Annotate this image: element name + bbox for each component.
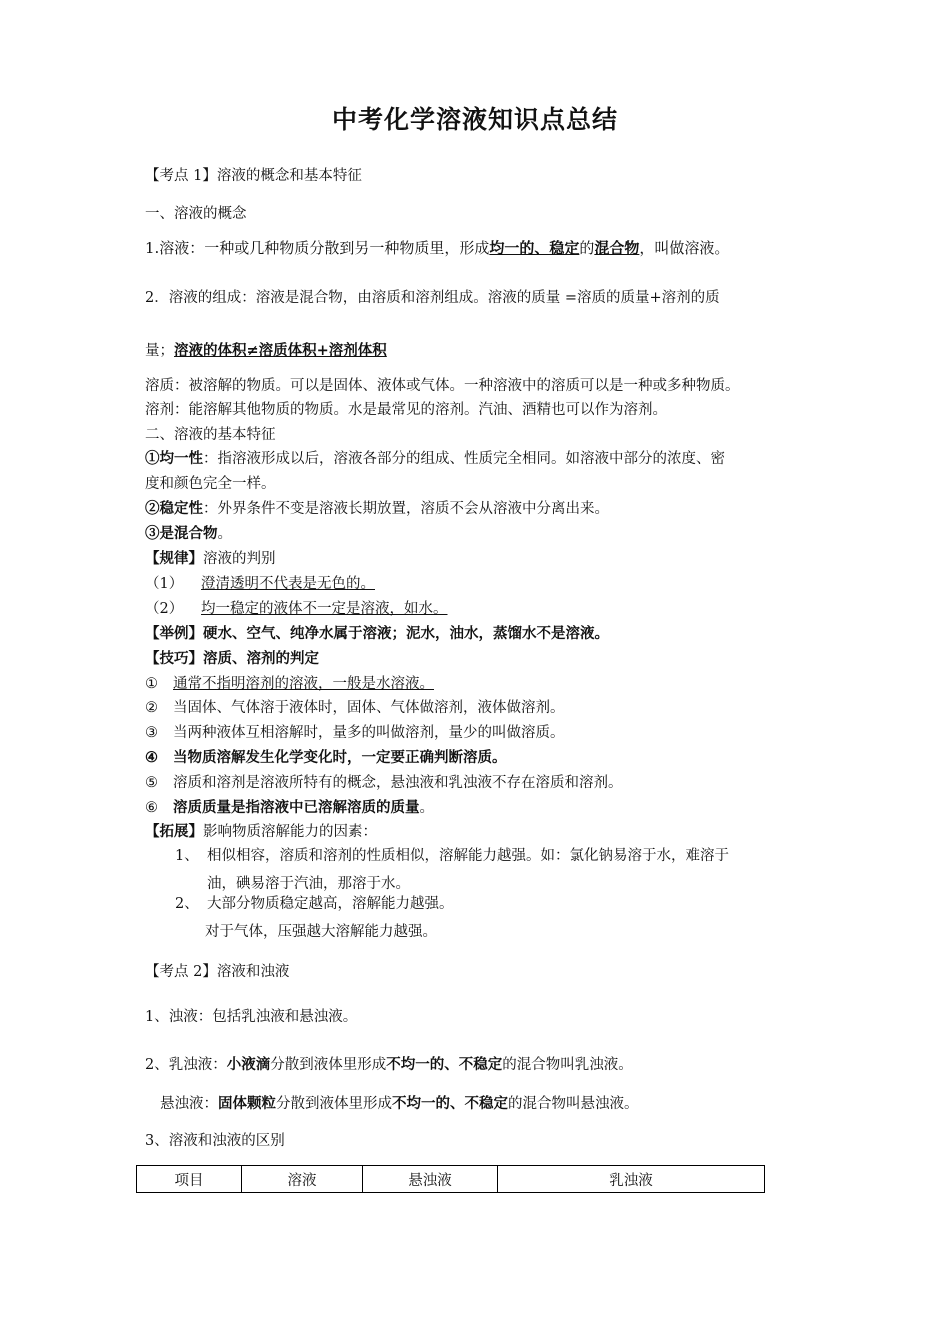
extension-item-1-cont: 油，碘易溶于汽油，那溶于水。 <box>207 876 410 892</box>
suspension-definition: 悬浊液：固体颗粒分散到液体里形成不均一的、不稳定的混合物叫悬浊液。 <box>160 1095 639 1112</box>
emulsion-definition: 2、乳浊液：小液滴分散到液体里形成不均一的、不稳定的混合物叫乳浊液。 <box>145 1056 633 1073</box>
paragraph-solvent: 溶剂：能溶解其他物质的物质。水是最常见的溶剂。汽油、酒精也可以作为溶剂。 <box>145 402 667 418</box>
feature-stability: ②稳定性：外界条件不变是溶液长期放置，溶质不会从溶液中分离出来。 <box>145 500 609 517</box>
skill-item-2: ② 当固体、气体溶于液体时，固体、气体做溶剂，液体做溶剂。 <box>145 700 565 716</box>
table-header-cell: 乳浊液 <box>498 1166 765 1193</box>
rule-item-2: （2） 均一稳定的液体不一定是溶液，如水。 <box>145 601 448 617</box>
table-header-cell: 溶液 <box>242 1166 363 1193</box>
paragraph-solute: 溶质：被溶解的物质。可以是固体、液体或气体。一种溶液中的溶质可以是一种或多种物质。 <box>145 378 740 394</box>
skill-item-6: ⑥ 溶质质量是指溶液中已溶解溶质的质量。 <box>145 799 434 816</box>
section-heading-kaodian1: 【考点 1】溶液的概念和基本特征 <box>145 168 362 184</box>
table-header-cell: 项目 <box>137 1166 242 1193</box>
table-header-cell: 悬浊液 <box>363 1166 498 1193</box>
skill-heading: 【技巧】溶质、溶剂的判定 <box>145 650 319 667</box>
skill-item-1: ① 通常不指明溶剂的溶液，一般是水溶液。 <box>145 676 434 692</box>
extension-item-3: 对于气体，压强越大溶解能力越强。 <box>205 924 437 940</box>
example-line: 【举例】硬水、空气、纯净水属于溶液；泥水，油水，蒸馏水不是溶液。 <box>145 625 609 642</box>
subheading-concept: 一、溶液的概念 <box>145 206 247 222</box>
skill-item-5: ⑤ 溶质和溶剂是溶液所特有的概念，悬浊液和乳浊液不存在溶质和溶剂。 <box>145 775 623 791</box>
extension-heading: 【拓展】影响物质溶解能力的因素： <box>145 823 377 840</box>
skill-item-4: ④ 当物质溶解发生化学变化时，一定要正确判断溶质。 <box>145 749 507 766</box>
difference-heading: 3、溶液和浊液的区别 <box>145 1133 285 1149</box>
subheading-features: 二、溶液的基本特征 <box>145 427 276 443</box>
extension-item-2: 2、 大部分物质稳定越高，溶解能力越强。 <box>175 896 454 912</box>
extension-item-1: 1、 相似相容，溶质和溶剂的性质相似，溶解能力越强。如：氯化钠易溶于水，难溶于 <box>175 848 729 864</box>
feature-mixture: ③是混合物。 <box>145 525 232 542</box>
feature-uniformity-cont: 度和颜色完全一样。 <box>145 476 276 492</box>
paragraph-volume: 量；溶液的体积≠溶质体积+溶剂体积 <box>145 342 387 359</box>
table-header-row <box>137 1166 765 1193</box>
rule-item-1: （1） 澄清透明不代表是无色的。 <box>145 576 375 592</box>
section-heading-kaodian2: 【考点 2】溶液和浊液 <box>145 964 290 980</box>
feature-uniformity: ①均一性：指溶液形成以后，溶液各部分的组成、性质完全相同。如溶液中部分的浓度、密 <box>145 450 725 467</box>
paragraph-composition: 2．溶液的组成：溶液是混合物，由溶质和溶剂组成。溶液的质量 =溶质的质量+溶剂的质 <box>145 290 720 306</box>
page-title: 中考化学溶液知识点总结 <box>331 105 618 134</box>
skill-item-3: ③ 当两种液体互相溶解时，量多的叫做溶剂，量少的叫做溶质。 <box>145 725 565 741</box>
comparison-table <box>136 1165 765 1193</box>
rule-heading: 【规律】溶液的判别 <box>145 550 276 567</box>
turbid-definition: 1、浊液：包括乳浊液和悬浊液。 <box>145 1009 358 1025</box>
paragraph-definition: 1.溶液：一种或几种物质分散到另一种物质里，形成均一的、稳定的混合物，叫做溶液。 <box>145 239 730 257</box>
